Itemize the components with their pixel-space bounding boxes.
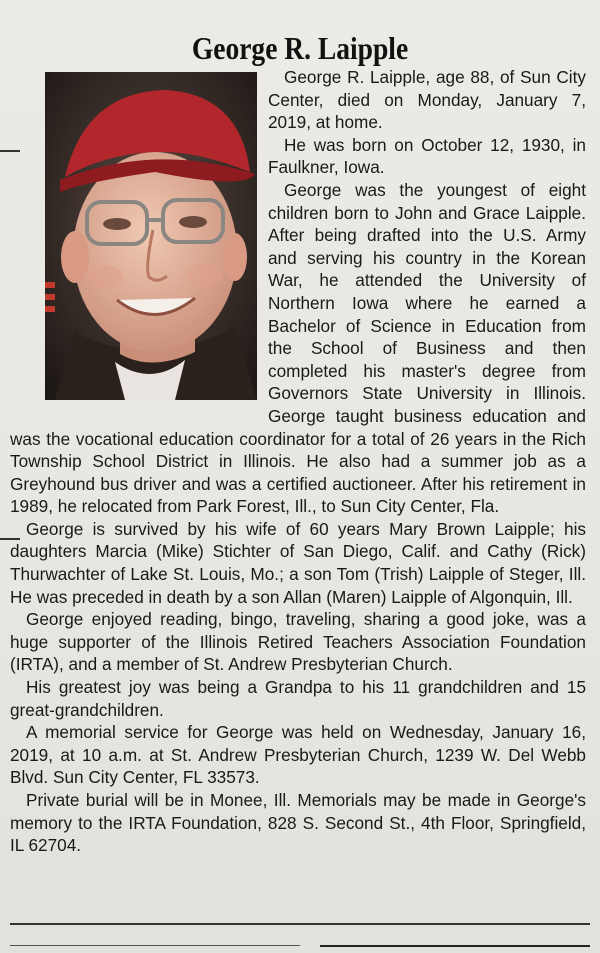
show-through-ink	[0, 0, 600, 30]
paragraph: His greatest joy was being a Grandpa to his 11 grandchildren and 15 great-grandchildren.	[10, 677, 586, 720]
margin-mark	[0, 538, 20, 540]
paragraph: He was born on October 12, 1930, in Faulkner, Iowa.	[268, 134, 586, 178]
paragraph: A memorial service for George was held on Wednesday, January 16, 2019, at 10 a.m. at St. Andrew Presbyterian Church, 1239 W. Del Webb Blvd. Sun City Center, FL 33573.	[10, 722, 586, 788]
paragraph: George R. Laipple, age 88, of Sun City Center, died on Monday, January 7, 2019, at home.	[268, 67, 586, 133]
portrait-illustration	[45, 72, 257, 400]
paragraph: Private burial will be in Monee, Ill. Memorials may be made in George's memory to the IRTA Foundation, 828 S. Second St., 4th Floor, Springfield, IL 62704.	[10, 790, 586, 856]
paragraph: George was the youngest of eight children born to John and Grace Laipple. After being drafted into the U.S. Army and serving his country in the Korean War, he attended the University of Northern Iowa where he earned a Bachelor of Science in Education from the School of Business and then completed his master's degree from Governors State University in Illinois. George taught business education and was the vocational education coordinator for a total of 26 years in the Rich Township School District in Illinois. He also had a summer job as a Greyhound bus driver and was a certified auctioneer. After his retirement in 1989, he relocated from Park Forest, Ill., to Sun City Center, Fla.	[10, 179, 586, 517]
portrait-photo	[45, 72, 257, 400]
next-article-rule-left	[10, 945, 300, 946]
bottom-rule	[10, 923, 590, 925]
paragraph: George enjoyed reading, bingo, traveling, sharing a good joke, was a huge supporter of the Illinois Retired Teachers Association Foundation (IRTA), and a member of St. Andrew Presbyterian Church.	[10, 609, 586, 675]
margin-mark	[0, 150, 20, 152]
paragraph: George is survived by his wife of 60 years Mary Brown Laipple; his daughters Marcia (Mike) Stichter of San Diego, Calif. and Cathy (Rick) Thurwachter of Lake St. Louis, Mo.; a son Tom (Trish) Laipple of Steger, Ill. He was preceded in death by a son Allan (Maren) Laipple of Algonquin, Ill.	[10, 518, 586, 607]
obituary-heading: George R. Laipple	[191, 30, 409, 66]
next-article-rule-right	[320, 945, 590, 947]
